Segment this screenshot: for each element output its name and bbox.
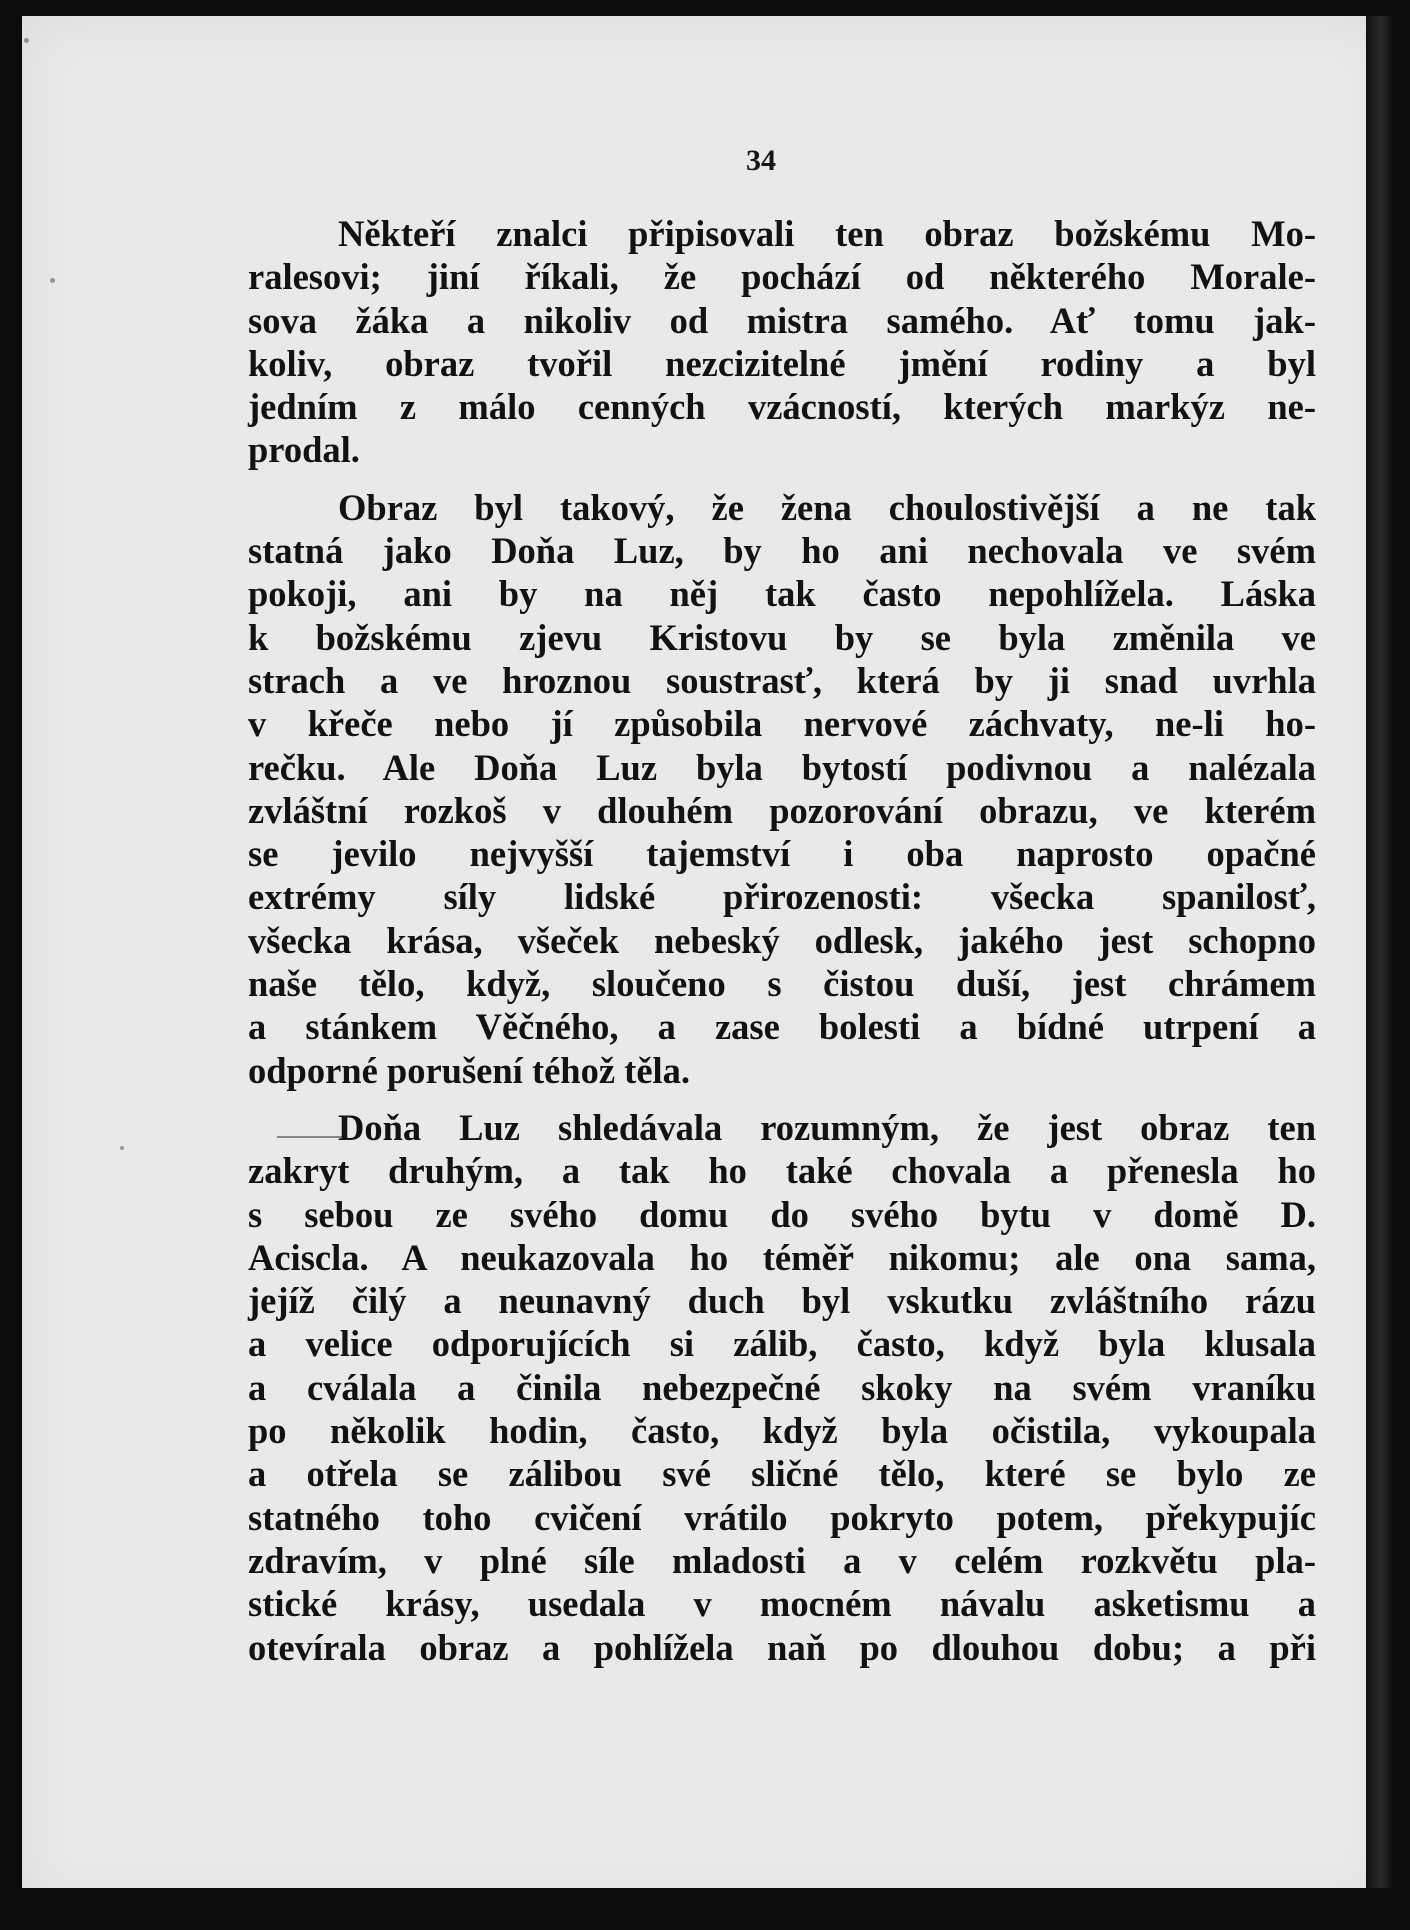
text-line: a otřela se zálibou své sličné tělo, které se bylo ze xyxy=(248,1453,1316,1495)
text-line: se jevilo nejvyšší tajemství i oba naprosto opačné xyxy=(248,833,1316,875)
text-line: všecka krása, všeček nebeský odlesk, jakého jest schopno xyxy=(248,919,1316,961)
text-line: jedním z málo cenných vzácností, kterých markýz ne- xyxy=(248,386,1316,428)
text-line: extrémy síly lidské přirozenosti: všecka spanilosť, xyxy=(248,876,1316,918)
text-line: Obraz byl takový, že žena choulostivější a ne tak xyxy=(338,486,1316,528)
scan-speck xyxy=(50,278,55,283)
text-line: po několik hodin, často, když byla očistila, vykoupala xyxy=(248,1410,1316,1452)
text-line: stické krásy, usedala v mocném návalu asketismu a xyxy=(248,1583,1316,1625)
text-line: zvláštní rozkoš v dlouhém pozorování obrazu, ve kterém xyxy=(248,789,1316,831)
text-line: s sebou ze svého domu do svého bytu v domě D. xyxy=(248,1193,1316,1235)
scan-edge-bottom xyxy=(22,1888,1392,1908)
text-line: statného toho cvičení vrátilo pokryto potem, překypujíc xyxy=(248,1496,1316,1538)
paragraph-3 xyxy=(248,1106,1316,1669)
text-line: ralesovi; jiní říkali, že pochází od některého Morale- xyxy=(248,256,1316,298)
text-line: Aciscla. A neukazovala ho téměř nikomu; ale ona sama, xyxy=(248,1236,1316,1278)
scan-edge-right xyxy=(1366,16,1392,1908)
text-line: naše tělo, když, sloučeno s čistou duší, jest chrámem xyxy=(248,963,1316,1005)
text-line: v křeče nebo jí způsobila nervové záchvaty, ne-li ho- xyxy=(248,703,1316,745)
text-line: rečku. Ale Doňa Luz byla bytostí podivnou a nalézala xyxy=(248,746,1316,788)
scan-speck xyxy=(120,1146,124,1150)
paragraph-2 xyxy=(248,486,1316,1092)
paragraph-1 xyxy=(248,212,1316,472)
text-line: prodal. xyxy=(248,429,360,471)
text-line: sova žáka a nikoliv od mistra samého. Ať tomu jak- xyxy=(248,299,1316,341)
text-line: a velice odporujících si zálib, často, když byla klusala xyxy=(248,1323,1316,1365)
text-line: odporné porušení téhož těla. xyxy=(248,1049,691,1091)
body-text xyxy=(248,212,1316,1683)
text-line: strach a ve hroznou soustrasť, která by ji snad uvrhla xyxy=(248,659,1316,701)
text-line: zdravím, v plné síle mladosti a v celém rozkvětu pla- xyxy=(248,1539,1316,1581)
scan-speck xyxy=(24,38,29,43)
text-line: jejíž čilý a neunavný duch byl vskutku zvláštního rázu xyxy=(248,1280,1316,1322)
text-line: statná jako Doňa Luz, by ho ani nechovala ve svém xyxy=(248,530,1316,572)
page-number: 34 xyxy=(746,144,776,177)
text-line: a stánkem Věčného, a zase bolesti a bídné utrpení a xyxy=(248,1006,1316,1048)
text-line: Doňa Luz shledávala rozumným, že jest obraz ten xyxy=(338,1106,1316,1148)
text-line: otevírala obraz a pohlížela naň po dlouhou dobu; a při xyxy=(248,1626,1316,1668)
text-line: koliv, obraz tvořil nezcizitelné jmění rodiny a byl xyxy=(248,342,1316,384)
text-line: pokoji, ani by na něj tak často nepohlížela. Láska xyxy=(248,573,1316,615)
text-line: k božskému zjevu Kristovu by se byla změnila ve xyxy=(248,616,1316,658)
text-line: Někteří znalci připisovali ten obraz božskému Mo- xyxy=(338,213,1316,254)
text-line: a cválala a činila nebezpečné skoky na svém vraníku xyxy=(248,1366,1316,1408)
text-line: zakryt druhým, a tak ho také chovala a přenesla ho xyxy=(248,1150,1316,1192)
